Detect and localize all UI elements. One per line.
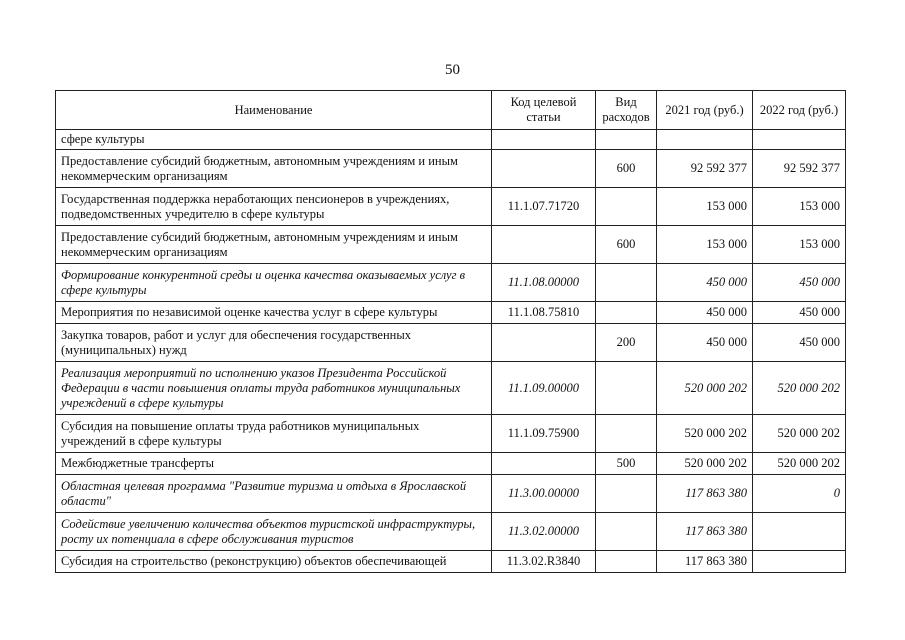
- cell-name: Областная целевая программа "Развитие туризма и отдыха в Ярославской области": [56, 475, 492, 513]
- cell-type: [596, 130, 657, 150]
- cell-code: 11.1.08.00000: [492, 264, 596, 302]
- table-row: [56, 415, 846, 453]
- cell-type: [596, 302, 657, 324]
- cell-code: [492, 226, 596, 264]
- table-row: [56, 264, 846, 302]
- cell-2022: 92 592 377: [753, 150, 846, 188]
- cell-2021: 450 000: [657, 264, 753, 302]
- cell-2021: 117 863 380: [657, 513, 753, 551]
- cell-type: [596, 415, 657, 453]
- header-type: Вид расходов: [596, 91, 657, 130]
- cell-2021: 520 000 202: [657, 453, 753, 475]
- cell-type: 200: [596, 324, 657, 362]
- table-row: [56, 150, 846, 188]
- cell-name: Субсидия на повышение оплаты труда работников муниципальных учреждений в сфере культуры: [56, 415, 492, 453]
- cell-code: 11.1.07.71720: [492, 188, 596, 226]
- cell-type: [596, 188, 657, 226]
- cell-code: [492, 130, 596, 150]
- table-row: [56, 453, 846, 475]
- table-row: [56, 475, 846, 513]
- cell-code: [492, 324, 596, 362]
- cell-name: сфере культуры: [56, 130, 492, 150]
- cell-type: [596, 513, 657, 551]
- cell-2021: 520 000 202: [657, 362, 753, 415]
- cell-2022: 153 000: [753, 188, 846, 226]
- cell-2022: 520 000 202: [753, 415, 846, 453]
- table-row: [56, 226, 846, 264]
- cell-2021: [657, 130, 753, 150]
- cell-code: [492, 150, 596, 188]
- cell-name: Закупка товаров, работ и услуг для обеспечения государственных (муниципальных) нужд: [56, 324, 492, 362]
- cell-2022: 0: [753, 475, 846, 513]
- cell-2022: 450 000: [753, 302, 846, 324]
- cell-2021: 450 000: [657, 324, 753, 362]
- table-row: [56, 324, 846, 362]
- cell-2021: 92 592 377: [657, 150, 753, 188]
- cell-type: [596, 551, 657, 573]
- cell-2022: [753, 513, 846, 551]
- cell-type: [596, 475, 657, 513]
- cell-2021: 153 000: [657, 188, 753, 226]
- cell-name: Формирование конкурентной среды и оценка качества оказываемых услуг в сфере культуры: [56, 264, 492, 302]
- cell-type: 600: [596, 226, 657, 264]
- cell-code: 11.1.08.75810: [492, 302, 596, 324]
- cell-2021: 117 863 380: [657, 551, 753, 573]
- cell-name: Государственная поддержка неработающих пенсионеров в учреждениях, подведомственных учредителю в сфере культуры: [56, 188, 492, 226]
- cell-type: [596, 362, 657, 415]
- header-name: Наименование: [56, 91, 492, 130]
- cell-name: Реализация мероприятий по исполнению указов Президента Российской Федерации в части повышения оплаты труда работников муниципальных учреждений в сфере культуры: [56, 362, 492, 415]
- cell-name: Мероприятия по независимой оценке качества услуг в сфере культуры: [56, 302, 492, 324]
- cell-2022: [753, 130, 846, 150]
- cell-name: Предоставление субсидий бюджетным, автономным учреждениям и иным некоммерческим организациям: [56, 150, 492, 188]
- cell-type: [596, 264, 657, 302]
- cell-2021: 520 000 202: [657, 415, 753, 453]
- header-2021: 2021 год (руб.): [657, 91, 753, 130]
- cell-name: Межбюджетные трансферты: [56, 453, 492, 475]
- cell-2021: 153 000: [657, 226, 753, 264]
- header-2022: 2022 год (руб.): [753, 91, 846, 130]
- table-row: [56, 362, 846, 415]
- cell-2022: [753, 551, 846, 573]
- header-code: Код целевой статьи: [492, 91, 596, 130]
- cell-2022: 450 000: [753, 264, 846, 302]
- page-number: 50: [445, 62, 460, 78]
- cell-2021: 450 000: [657, 302, 753, 324]
- table-header-row: [56, 91, 846, 130]
- cell-type: 600: [596, 150, 657, 188]
- cell-code: 11.3.02.R3840: [492, 551, 596, 573]
- table-row: [56, 302, 846, 324]
- table-row: [56, 130, 846, 150]
- table-row: [56, 551, 846, 573]
- budget-table: [55, 90, 846, 573]
- cell-2022: 520 000 202: [753, 362, 846, 415]
- cell-2021: 117 863 380: [657, 475, 753, 513]
- cell-2022: 520 000 202: [753, 453, 846, 475]
- cell-code: 11.1.09.75900: [492, 415, 596, 453]
- cell-code: [492, 453, 596, 475]
- cell-name: Предоставление субсидий бюджетным, автономным учреждениям и иным некоммерческим организациям: [56, 226, 492, 264]
- table-row: [56, 513, 846, 551]
- table-row: [56, 188, 846, 226]
- cell-2022: 450 000: [753, 324, 846, 362]
- cell-name: Содействие увеличению количества объектов туристской инфраструктуры, росту их потенциала в сфере обслуживания туристов: [56, 513, 492, 551]
- cell-type: 500: [596, 453, 657, 475]
- cell-code: 11.3.02.00000: [492, 513, 596, 551]
- cell-name: Субсидия на строительство (реконструкцию) объектов обеспечивающей: [56, 551, 492, 573]
- cell-2022: 153 000: [753, 226, 846, 264]
- cell-code: 11.3.00.00000: [492, 475, 596, 513]
- cell-code: 11.1.09.00000: [492, 362, 596, 415]
